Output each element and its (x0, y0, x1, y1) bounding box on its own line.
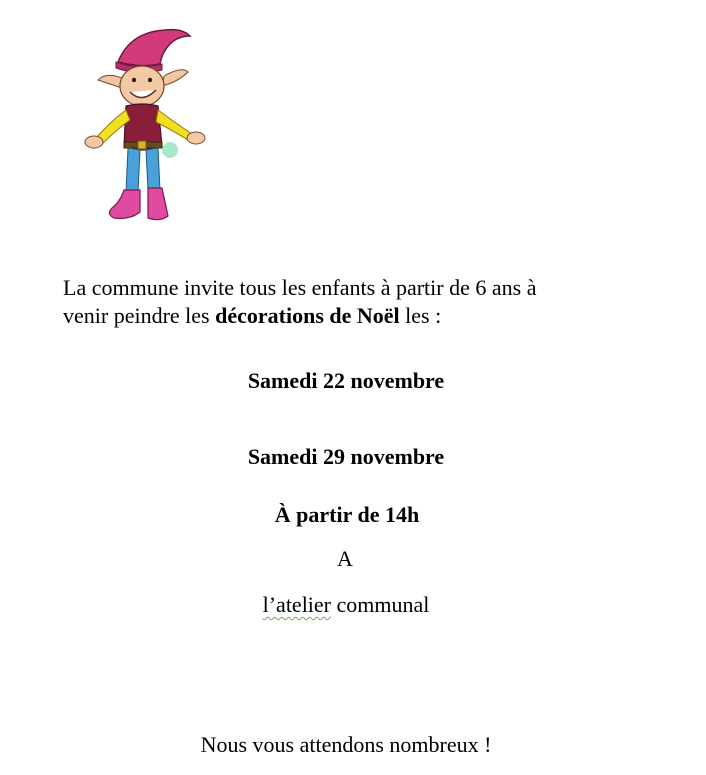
intro-paragraph (63, 274, 623, 330)
intro-line2-end: les : (399, 303, 442, 328)
location-word1: l’atelier (262, 592, 332, 617)
start-time: À partir de 14h (274, 502, 420, 527)
closing-message: Nous vous attendons nombreux ! (200, 732, 492, 757)
location (0, 591, 699, 619)
intro-line2-start: venir peindre les (63, 303, 216, 328)
elf-illustration (70, 22, 225, 232)
intro-highlight: décorations de Noël (215, 303, 400, 328)
date-second: Samedi 29 novembre (247, 444, 445, 469)
date-first: Samedi 22 novembre (247, 368, 445, 393)
location-prefix: A (337, 546, 353, 571)
location-word2: communal (331, 592, 430, 617)
intro-line1: La commune invite tous les enfants à partir de 6 ans à (63, 275, 537, 300)
